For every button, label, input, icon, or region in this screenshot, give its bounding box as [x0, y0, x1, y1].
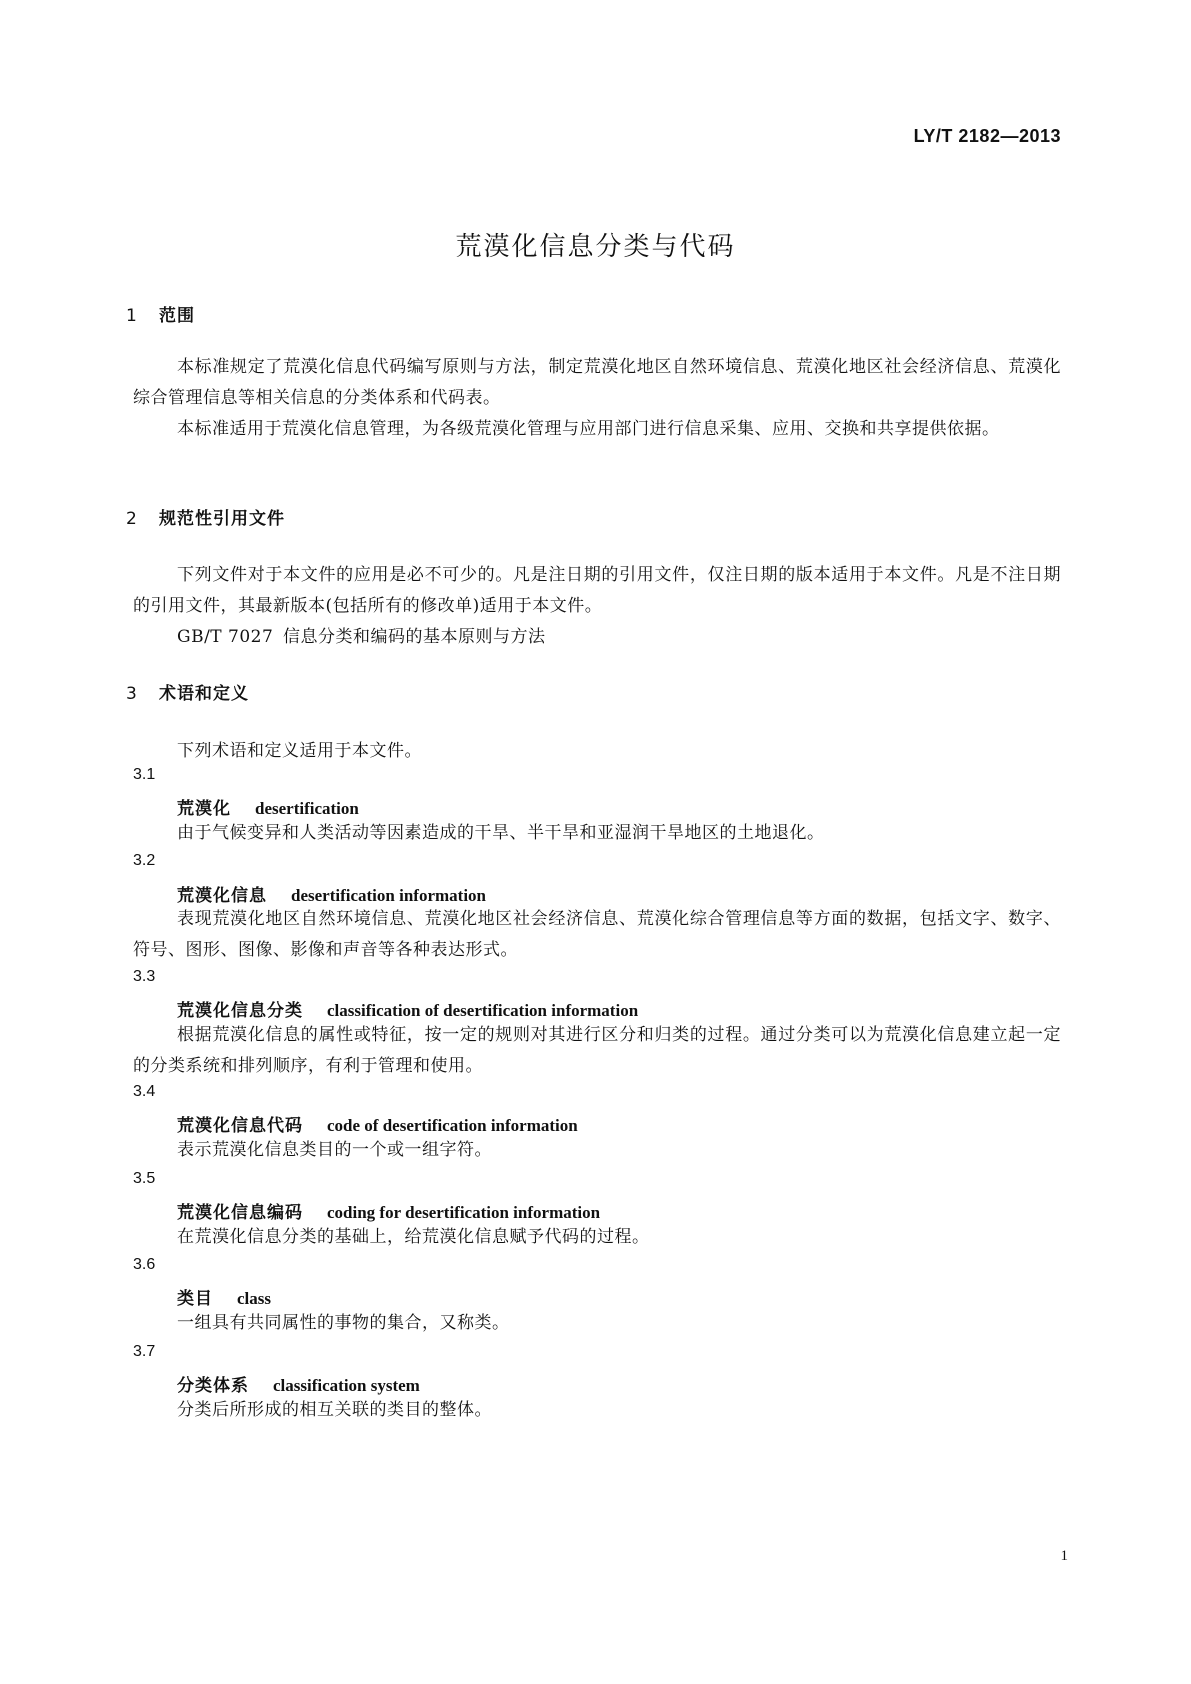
term-entry — [177, 1371, 420, 1396]
term-zh: 分类体系 — [177, 1376, 249, 1396]
term-definition: 一组具有共同属性的事物的集合，又称类。 — [177, 1313, 510, 1333]
section-title: 规范性引用文件 — [159, 509, 285, 529]
section-heading-2 — [126, 504, 285, 529]
term-zh: 类目 — [177, 1289, 213, 1309]
section-number: 1 — [126, 306, 137, 326]
term-definition: 分类后所形成的相互关联的类目的整体。 — [177, 1400, 492, 1420]
document-title: 荒漠化信息分类与代码 — [455, 232, 736, 262]
term-zh: 荒漠化信息代码 — [177, 1116, 303, 1136]
section-title: 术语和定义 — [159, 684, 249, 704]
section-heading-3 — [126, 679, 249, 704]
term-entry — [177, 1111, 578, 1136]
term-en: classification of desertification information — [327, 1001, 639, 1020]
standard-code: LY/T 2182—2013 — [913, 126, 1061, 146]
term-definition: 根据荒漠化信息的属性或特征，按一定的规则对其进行区分和归类的过程。通过分类可以为荒漠化信息建立起一定的分类系统和排列顺序，有利于管理和使用。 — [133, 1025, 1061, 1076]
scope-paragraph-2: 本标准适用于荒漠化信息管理，为各级荒漠化管理与应用部门进行信息采集、应用、交换和共享提供依据。 — [177, 419, 1000, 439]
term-zh: 荒漠化 — [177, 799, 231, 819]
term-zh: 荒漠化信息 — [177, 886, 267, 906]
normative-references-paragraph: 下列文件对于本文件的应用是必不可少的。凡是注日期的引用文件，仅注日期的版本适用于本文件。凡是不注日期的引用文件，其最新版本(包括所有的修改单)适用于本文件。 — [133, 565, 1061, 616]
reference-entry — [177, 622, 546, 647]
term-entry — [177, 881, 486, 906]
term-en: code of desertification information — [327, 1116, 578, 1135]
term-en: desertification information — [291, 886, 486, 905]
term-number: 3.2 — [133, 852, 156, 869]
term-zh: 荒漠化信息分类 — [177, 1001, 303, 1021]
reference-code: GB/T 7027 — [177, 627, 274, 647]
term-entry — [177, 794, 359, 819]
term-definition: 表现荒漠化地区自然环境信息、荒漠化地区社会经济信息、荒漠化综合管理信息等方面的数据，包括文字、数字、符号、图形、图像、影像和声音等各种表达形式。 — [133, 909, 1061, 960]
term-zh: 荒漠化信息编码 — [177, 1203, 303, 1223]
term-entry — [177, 1198, 600, 1223]
term-entry — [177, 996, 638, 1021]
term-number: 3.4 — [133, 1083, 156, 1100]
term-en: classification system — [273, 1376, 420, 1395]
section-number: 2 — [126, 509, 137, 529]
term-number: 3.1 — [133, 766, 156, 783]
section-number: 3 — [126, 684, 137, 704]
terms-intro: 下列术语和定义适用于本文件。 — [177, 741, 422, 761]
term-definition: 在荒漠化信息分类的基础上，给荒漠化信息赋予代码的过程。 — [177, 1227, 650, 1247]
term-number: 3.6 — [133, 1256, 156, 1273]
term-definition: 由于气候变异和人类活动等因素造成的干旱、半干旱和亚湿润干旱地区的土地退化。 — [177, 823, 825, 843]
section-title: 范围 — [159, 306, 195, 326]
term-en: class — [237, 1289, 271, 1308]
term-number: 3.3 — [133, 968, 156, 985]
term-number: 3.5 — [133, 1170, 156, 1187]
reference-title: 信息分类和编码的基本原则与方法 — [283, 627, 546, 647]
term-number: 3.7 — [133, 1343, 156, 1360]
scope-paragraph-1: 本标准规定了荒漠化信息代码编写原则与方法，制定荒漠化地区自然环境信息、荒漠化地区社会经济信息、荒漠化综合管理信息等相关信息的分类体系和代码表。 — [133, 357, 1061, 408]
term-entry — [177, 1284, 271, 1309]
term-definition: 表示荒漠化信息类目的一个或一组字符。 — [177, 1140, 492, 1160]
term-en: coding for desertification information — [327, 1203, 601, 1222]
page-number: 1 — [1060, 1548, 1068, 1564]
section-heading-1 — [126, 301, 195, 326]
term-en: desertification — [255, 799, 359, 818]
